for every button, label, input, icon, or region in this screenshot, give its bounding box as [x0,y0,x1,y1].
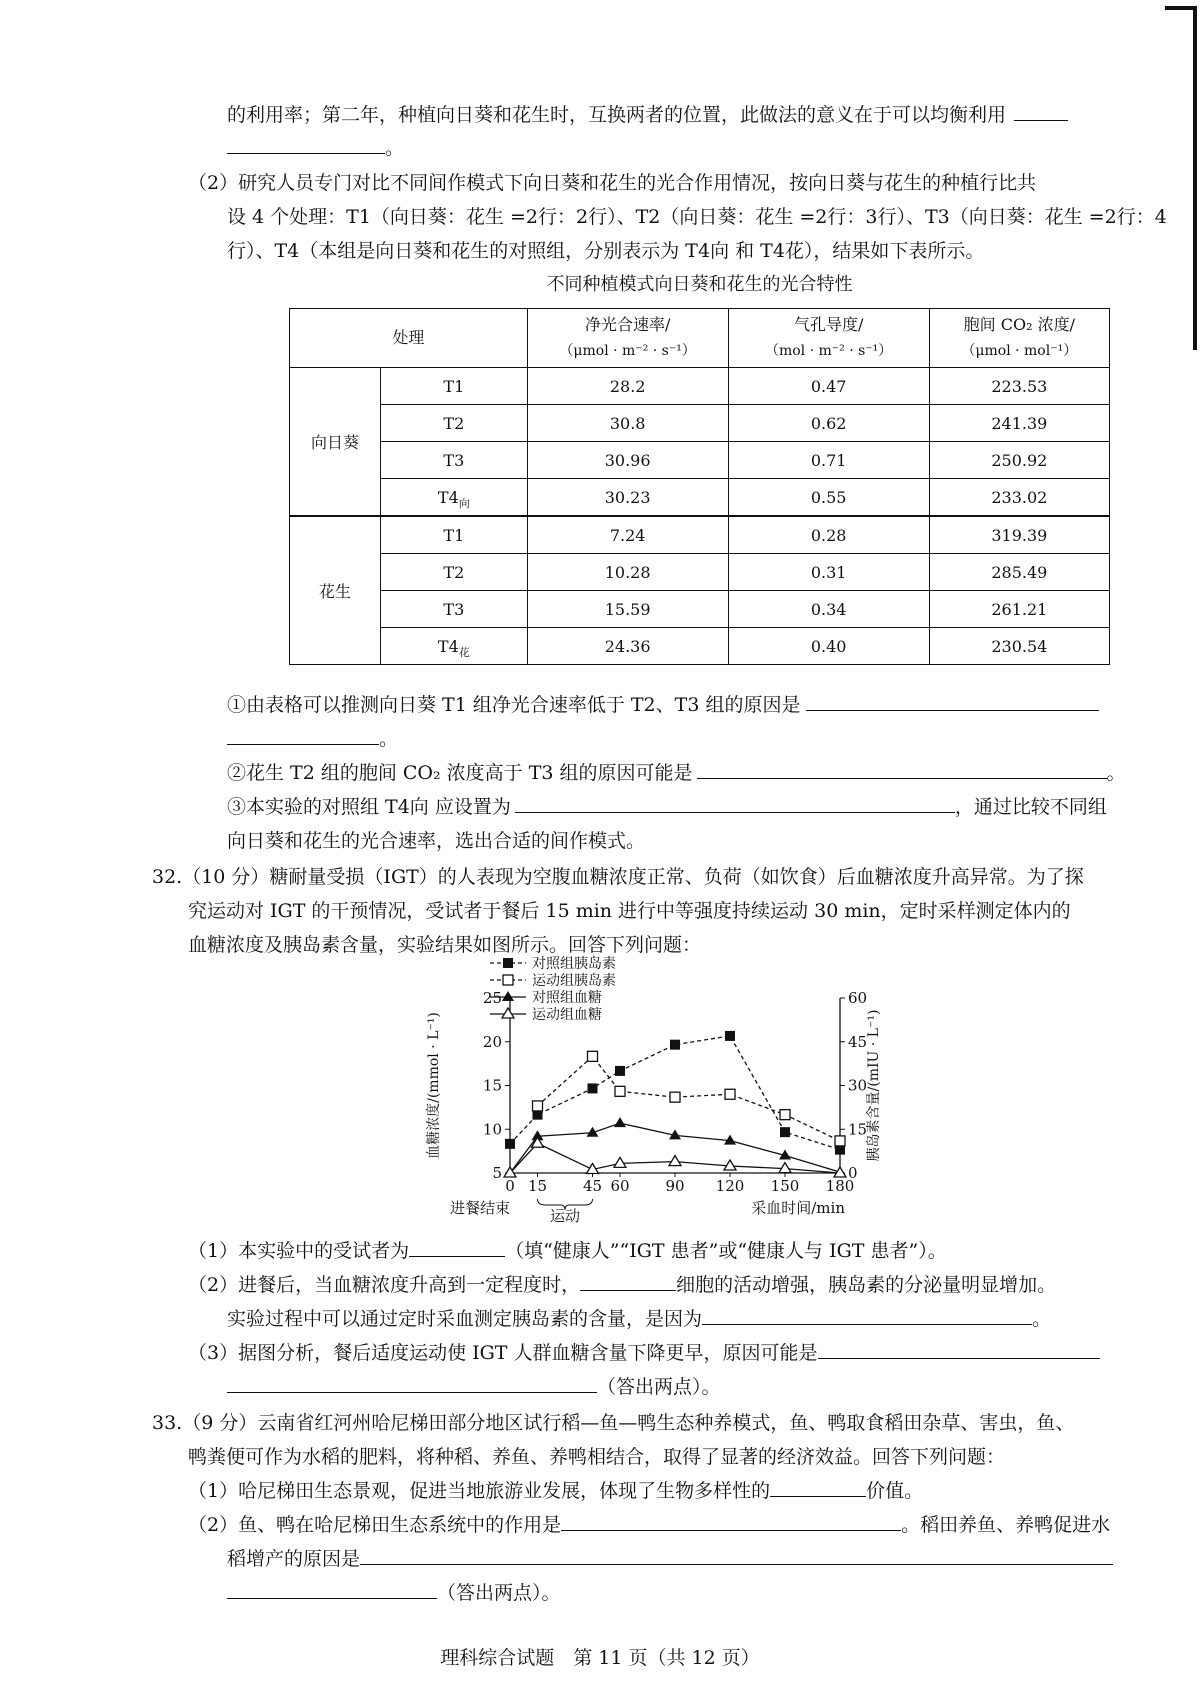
question-text: （填“健康人”“IGT 患者”或“健康人与 IGT 患者”）。 [505,1240,947,1262]
x-tick-label: 180 [825,1177,855,1195]
text-line [152,1410,1074,1436]
data-point [615,1086,625,1096]
treatment-code: T4 [437,636,459,656]
data-point [588,1083,598,1093]
text-line [227,102,1068,128]
data-point [615,1066,625,1076]
answer-blank[interactable] [561,1512,901,1531]
cell: 30.96 [527,442,728,479]
cell: 10.28 [527,554,728,591]
data-point [505,1139,515,1149]
cell: 319.39 [929,516,1109,554]
treatment-code: T4 [437,487,459,507]
data-point [725,1089,735,1099]
treatment-label [381,554,528,591]
right-tick-label: 45 [848,1032,868,1051]
cell: 0.62 [728,405,929,442]
page-corner-mark [1165,6,1197,350]
text-line [227,692,1099,718]
treatment-label [381,591,528,628]
paragraph-text: 32.（10 分）糖耐量受损（IGT）的人表现为空腹血糖浓度正常、负荷（如饮食）后血糖浓度升高异常。为了探 [152,866,1084,888]
paragraph-text: 血糖浓度及胰岛素含量，实验结果如图所示。回答下列问题： [188,934,702,956]
cell: 15.59 [527,591,728,628]
cell: 30.8 [527,405,728,442]
cell: 0.34 [728,591,929,628]
question-text: 稻增产的原因是 [227,1548,361,1570]
text-line [227,1580,561,1606]
text-line [227,238,984,264]
header-name: 净光合速率/ [584,315,671,334]
header-unit: （mol · m⁻² · s⁻¹） [764,343,893,359]
cell: 250.92 [929,442,1109,479]
treatment-label [381,479,528,517]
answer-blank[interactable] [1014,102,1068,121]
data-point [588,1051,598,1061]
answer-blank[interactable] [227,726,379,745]
treatment-code: T2 [443,413,465,433]
answer-blank[interactable] [515,794,955,813]
text-line [227,794,1107,820]
right-axis-label: 胰岛素含量/(mIU · L⁻¹) [866,1009,882,1162]
legend-label: 运动组胰岛素 [532,973,616,989]
x-tick-label: 45 [582,1177,603,1195]
text-line [227,204,1167,230]
answer-blank[interactable] [227,1580,437,1599]
text-line [227,726,398,752]
answer-blank[interactable] [697,760,1107,779]
question-text: ②花生 T2 组的胞间 CO₂ 浓度高于 T3 组的原因可能是 [227,762,693,784]
cell: 30.23 [527,479,728,517]
treatment-code: T3 [443,450,465,470]
data-point [725,1031,735,1041]
left-tick-label: 10 [482,1120,502,1139]
data-point [779,1163,791,1173]
cell: 7.24 [527,516,728,554]
text-line [188,1478,923,1504]
answer-blank[interactable] [227,135,385,154]
text-line [188,170,1036,196]
table-title: 不同种植模式向日葵和花生的光合特性 [546,274,853,295]
right-tick-label: 30 [848,1076,868,1095]
text-line [227,1546,1113,1572]
question-text: （2）进餐后，当血糖浓度升高到一定程度时， [188,1274,581,1296]
data-point [724,1160,736,1170]
question-text: （答出两点）。 [597,1376,721,1398]
cell: 0.47 [728,368,929,405]
paragraph-text: 的利用率；第二年，种植向日葵和花生时，互换两者的位置，此做法的意义在于可以均衡利用 [227,104,1007,126]
question-text: 向日葵和花生的光合速率，选出合适的间作模式。 [227,830,646,852]
cell: 261.21 [929,591,1109,628]
treatment-label [381,368,528,405]
question-text: ③本实验的对照组 T4向 应设置为 [227,796,511,818]
question-text: （1）本实验中的受试者为 [188,1240,410,1262]
series-line [538,1056,841,1141]
header-name: 胞间 CO₂ 浓度/ [963,315,1075,334]
legend-label: 对照组胰岛素 [532,956,616,972]
cell: 241.39 [929,405,1109,442]
data-point [502,1008,514,1018]
period: 。 [1032,1308,1052,1330]
answer-blank[interactable] [360,1546,1113,1565]
treatment-label [381,516,528,554]
cell: 0.28 [728,516,929,554]
period: 。 [1106,762,1126,784]
header-unit: （μmol · mol⁻¹） [961,343,1078,359]
question-text: ，通过比较不同组 [954,796,1107,818]
x-tick-label: 90 [665,1177,685,1195]
legend-label: 对照组血糖 [532,990,602,1006]
x-tick-label: 0 [505,1177,515,1195]
paragraph-text: 鸭粪便可作为水稻的肥料，将种稻、养鱼、养鸭相结合，取得了显著的经济效益。回答下列问题： [188,1446,1006,1468]
answer-blank[interactable] [702,1306,1032,1325]
cell: 0.71 [728,442,929,479]
text-line [188,1272,1056,1298]
paragraph-text: 行）、T4（本组是向日葵和花生的对照组，分别表示为 T4向 和 T4花），结果如下表所示。 [227,240,985,262]
data-point [670,1092,680,1102]
cell: 28.2 [527,368,728,405]
cell: 24.36 [527,628,728,665]
legend-label: 运动组血糖 [532,1007,602,1023]
period: 。 [379,728,399,750]
header-name: 气孔导度/ [793,315,864,334]
data-point [614,1117,626,1127]
data-point [780,1127,790,1137]
data-point [670,1040,680,1050]
paragraph-text: 究运动对 IGT 的干预情况，受试者于餐后 15 min 进行中等强度持续运动 30 min，定时采样测定体内的 [188,900,1071,922]
treatment-subscript: 花 [458,645,470,659]
answer-blank[interactable] [580,1272,676,1291]
data-point [503,958,513,968]
glucose-insulin-chart [426,955,882,1225]
cell: 285.49 [929,554,1109,591]
text-line [188,898,1071,924]
treatment-label [381,405,528,442]
paragraph-text: 33.（9 分）云南省红河州哈尼梯田部分地区试行稻—鱼—鸭生态种养模式，鱼、鸭取食稻田杂草、害虫，鱼、 [152,1412,1075,1434]
cell: 230.54 [929,628,1109,665]
answer-blank[interactable] [409,1238,505,1257]
x-tick-label: 15 [527,1177,548,1195]
header-col [527,309,728,368]
text-line [227,135,404,161]
data-point [533,1101,543,1111]
x-tick-label: 60 [610,1177,630,1195]
header-unit: （μmol · m⁻² · s⁻¹） [559,343,696,359]
cell: 0.40 [728,628,929,665]
cell: 0.55 [728,479,929,517]
right-tick-label: 0 [848,1164,858,1182]
question-text: （2）鱼、鸭在哈尼梯田生态系统中的作用是 [188,1514,562,1536]
left-tick-label: 15 [482,1076,502,1095]
header-col [728,309,929,368]
photosynthesis-table [289,308,1110,665]
left-tick-label: 25 [482,989,502,1007]
treatment-code: T3 [443,599,465,619]
question-text: 。稻田养鱼、养鸭促进水 [901,1514,1111,1536]
question-text: 实验过程中可以通过定时采血测定胰岛素的含量，是因为 [227,1308,703,1330]
data-point [835,1136,845,1146]
text-line [227,1306,1051,1332]
answer-blank[interactable] [770,1478,866,1497]
exercise-label: 运动 [549,1207,581,1225]
cell: 0.31 [728,554,929,591]
text-line [188,1444,1005,1470]
right-tick-label: 15 [848,1120,868,1139]
x-tick-label: 120 [715,1177,745,1195]
group-label: 花生 [290,516,381,665]
question-text: ①由表格可以推测向日葵 T1 组净光合速率低于 T2、T3 组的原因是 [227,694,801,716]
answer-blank[interactable] [818,1340,1100,1359]
question-text: 细胞的活动增强，胰岛素的分泌量明显增加。 [676,1274,1057,1296]
treatment-subscript: 向 [458,496,470,510]
text-line [227,828,645,854]
meal-end-label: 进餐结束 [450,1199,511,1217]
right-tick-label: 60 [848,989,868,1007]
left-tick-label: 20 [482,1032,502,1051]
x-tick-label: 150 [770,1177,800,1195]
cell: 233.02 [929,479,1109,517]
question-text: 价值。 [866,1480,924,1502]
paragraph-text: 设 4 个处理：T1（向日葵：花生 =2行：2行）、T2（向日葵：花生 =2行：3行）、T3（向日葵：花生 =2行：4 [227,206,1167,228]
data-point [780,1110,790,1120]
header-treatment: 处理 [290,309,528,368]
data-point [614,1157,626,1167]
left-axis-label: 血糖浓度/(mmol · L⁻¹) [426,1012,442,1159]
data-point [834,1167,846,1177]
text-line [188,1238,947,1264]
data-point [669,1156,681,1166]
cell: 223.53 [929,368,1109,405]
text-line [227,1374,721,1400]
data-point [502,991,514,1001]
paragraph-text: （2）研究人员专门对比不同间作模式下向日葵和花生的光合作用情况，按向日葵与花生的种植行比共 [188,172,1037,194]
text-line [227,760,1126,786]
left-tick-label: 5 [492,1164,502,1182]
page-footer: 理科综合试题 第 11 页（共 12 页） [440,1647,760,1669]
question-text: （1）哈尼梯田生态景观，促进当地旅游业发展，体现了生物多样性的 [188,1480,771,1502]
question-text: （答出两点）。 [437,1582,561,1604]
treatment-code: T2 [443,562,465,582]
treatment-label [381,442,528,479]
treatment-label [381,628,528,665]
text-line [188,1340,1100,1366]
treatment-code: T1 [443,376,465,396]
answer-blank[interactable] [806,692,1099,711]
period: 。 [385,137,405,159]
x-axis-label: 采血时间/min [751,1199,845,1217]
data-point [503,975,513,985]
group-label: 向日葵 [290,368,381,517]
header-col [929,309,1109,368]
text-line [188,1512,1110,1538]
treatment-code: T1 [443,525,465,545]
answer-blank[interactable] [227,1374,597,1393]
question-text: （3）据图分析，餐后适度运动使 IGT 人群血糖含量下降更早，原因可能是 [188,1342,818,1364]
text-line [152,864,1084,890]
